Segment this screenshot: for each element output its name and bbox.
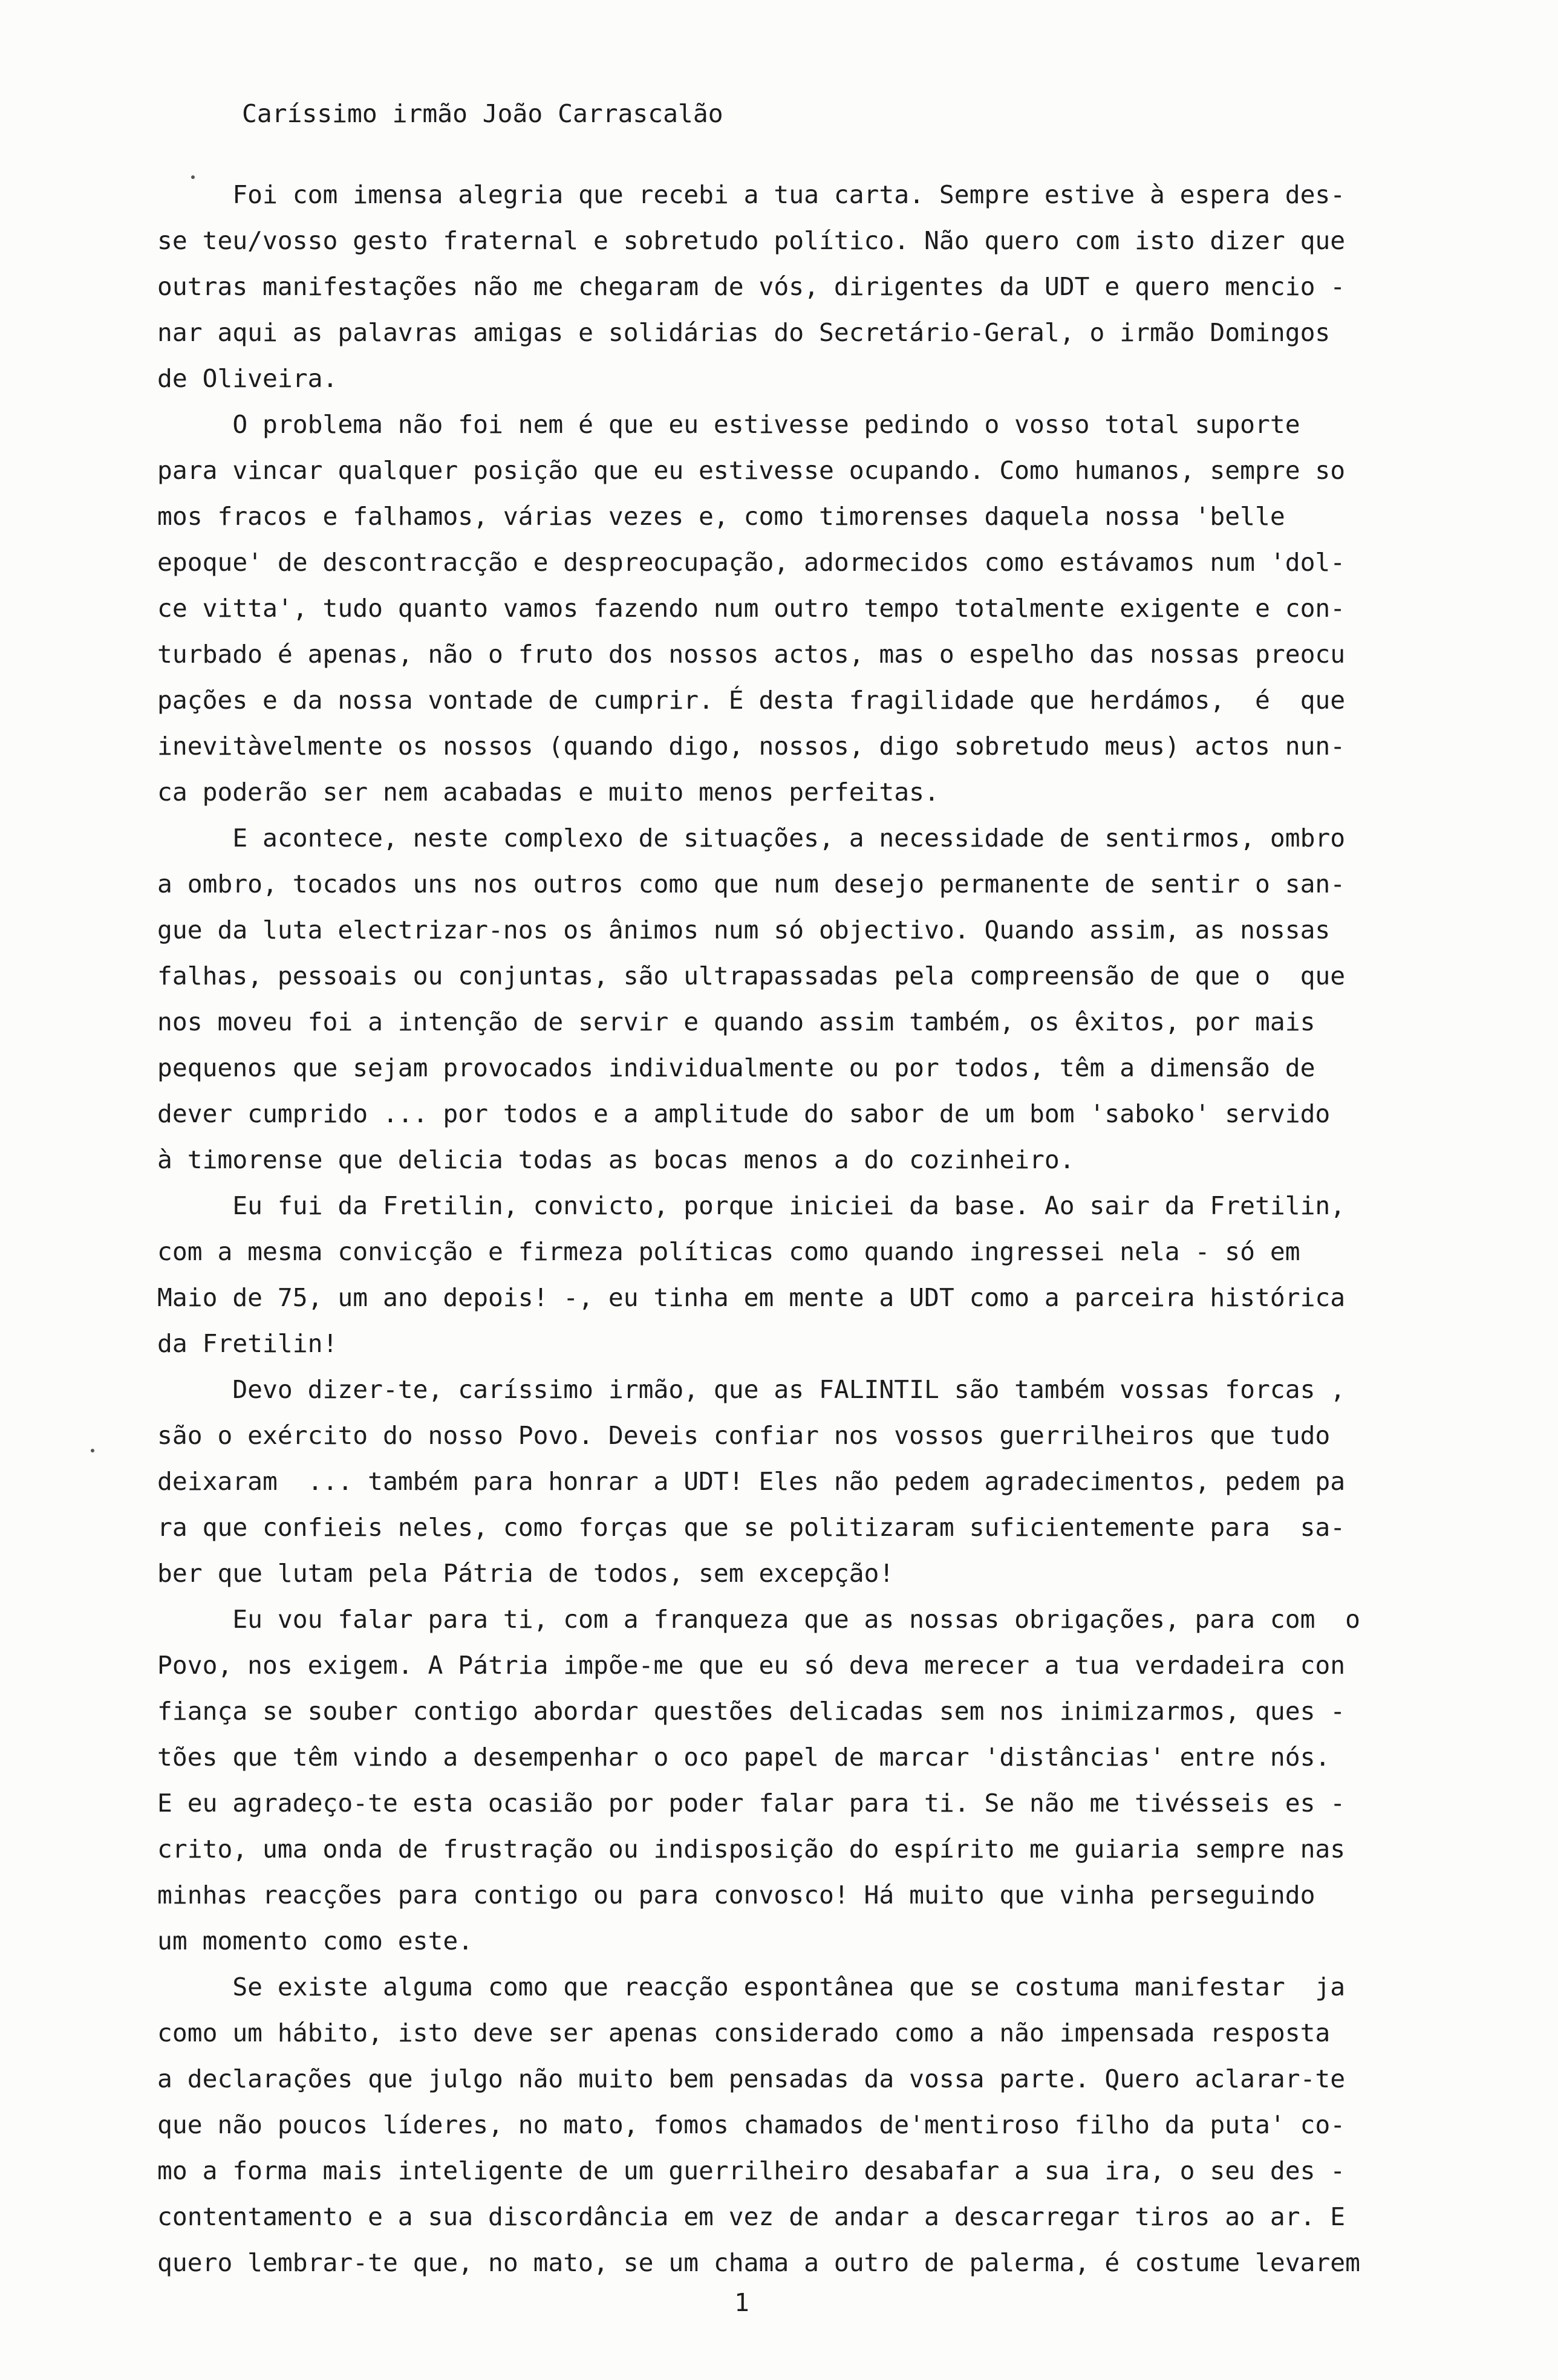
letter-line: ra que confieis neles, como forças que se politizaram suficientemente para sa- bbox=[157, 1513, 1346, 1542]
letter-line: quero lembrar-te que, no mato, se um chama a outro de palerma, é costume levarem bbox=[157, 2248, 1361, 2277]
letter-line: que não poucos líderes, no mato, fomos chamados de'mentiroso filho da puta' co- bbox=[157, 2110, 1346, 2139]
letter-line: E eu agradeço-te esta ocasião por poder falar para ti. Se não me tivésseis es - bbox=[157, 1789, 1346, 1818]
letter-line: se teu/vosso gesto fraternal e sobretudo político. Não quero com isto dizer que bbox=[157, 226, 1346, 255]
letter-line: minhas reacções para contigo ou para convosco! Há muito que vinha perseguindo bbox=[157, 1881, 1315, 1910]
letter-line: fiança se souber contigo abordar questões delicadas sem nos inimizarmos, ques - bbox=[157, 1697, 1346, 1726]
letter-line: mo a forma mais inteligente de um guerrilheiro desabafar a sua ira, o seu des - bbox=[157, 2156, 1346, 2185]
letter-line: Eu vou falar para ti, com a franqueza que as nossas obrigações, para com o bbox=[157, 1605, 1361, 1634]
letter-line: um momento como este. bbox=[157, 1926, 474, 1956]
letter-line: de Oliveira. bbox=[157, 364, 338, 393]
letter-line: falhas, pessoais ou conjuntas, são ultrapassadas pela compreensão de que o que bbox=[157, 961, 1346, 990]
letter-line: epoque' de descontracção e despreocupação, adormecidos como estávamos num 'dol- bbox=[157, 548, 1346, 577]
letter-line: com a mesma convicção e firmeza políticas como quando ingressei nela - só em bbox=[157, 1237, 1300, 1266]
letter-line: nos moveu foi a intenção de servir e quando assim também, os êxitos, por mais bbox=[157, 1007, 1315, 1036]
scan-speck bbox=[191, 175, 195, 179]
letter-line: gue da luta electrizar-nos os ânimos num só objectivo. Quando assim, as nossas bbox=[157, 915, 1331, 945]
letter-line: Devo dizer-te, caríssimo irmão, que as FALINTIL são também vossas forcas , bbox=[157, 1375, 1346, 1404]
letter-salutation: Caríssimo irmão João Carrascalão bbox=[242, 99, 723, 128]
letter-line: da Fretilin! bbox=[157, 1329, 338, 1358]
letter-line: Eu fui da Fretilin, convicto, porque iniciei da base. Ao sair da Fretilin, bbox=[157, 1191, 1346, 1220]
letter-line: Povo, nos exigem. A Pátria impõe-me que eu só deva merecer a tua verdadeira con bbox=[157, 1651, 1346, 1680]
letter-line: outras manifestações não me chegaram de vós, dirigentes da UDT e quero mencio - bbox=[157, 272, 1346, 301]
letter-line: dever cumprido ... por todos e a amplitude do sabor de um bom 'saboko' servido bbox=[157, 1099, 1331, 1128]
letter-line: ce vitta', tudo quanto vamos fazendo num outro tempo totalmente exigente e con- bbox=[157, 594, 1346, 623]
letter-line: a ombro, tocados uns nos outros como que num desejo permanente de sentir o san- bbox=[157, 870, 1346, 899]
letter-line: Se existe alguma como que reacção espontânea que se costuma manifestar ja bbox=[157, 1972, 1346, 2001]
letter-line: Maio de 75, um ano depois! -, eu tinha em mente a UDT como a parceira histórica bbox=[157, 1283, 1346, 1312]
letter-line: tões que têm vindo a desempenhar o oco papel de marcar 'distâncias' entre nós. bbox=[157, 1743, 1331, 1772]
letter-line: à timorense que delicia todas as bocas menos a do cozinheiro. bbox=[157, 1145, 1075, 1174]
letter-line: para vincar qualquer posição que eu estivesse ocupando. Como humanos, sempre so bbox=[157, 456, 1346, 485]
letter-line: pequenos que sejam provocados individualmente ou por todos, têm a dimensão de bbox=[157, 1053, 1315, 1082]
letter-line: mos fracos e falhamos, várias vezes e, como timorenses daquela nossa 'belle bbox=[157, 502, 1285, 531]
letter-line: pações e da nossa vontade de cumprir. É desta fragilidade que herdámos, é que bbox=[157, 686, 1346, 715]
letter-line: deixaram ... também para honrar a UDT! Eles não pedem agradecimentos, pedem pa bbox=[157, 1467, 1346, 1496]
page-number: 1 bbox=[734, 2288, 749, 2317]
letter-line: turbado é apenas, não o fruto dos nossos actos, mas o espelho das nossas preocu bbox=[157, 640, 1346, 669]
letter-line: O problema não foi nem é que eu estivesse pedindo o vosso total suporte bbox=[157, 410, 1300, 439]
letter-line: ber que lutam pela Pátria de todos, sem excepção! bbox=[157, 1559, 895, 1588]
letter-line: a declarações que julgo não muito bem pensadas da vossa parte. Quero aclarar-te bbox=[157, 2064, 1346, 2093]
letter-body bbox=[157, 172, 1360, 2286]
scan-speck bbox=[91, 1449, 94, 1452]
letter-line: inevitàvelmente os nossos (quando digo, nossos, digo sobretudo meus) actos nun- bbox=[157, 732, 1346, 761]
letter-line: E acontece, neste complexo de situações, a necessidade de sentirmos, ombro bbox=[157, 824, 1346, 853]
letter-line: contentamento e a sua discordância em vez de andar a descarregar tiros ao ar. E bbox=[157, 2202, 1346, 2231]
letter-line: ca poderão ser nem acabadas e muito menos perfeitas. bbox=[157, 778, 939, 807]
letter-line: crito, uma onda de frustração ou indisposição do espírito me guiaria sempre nas bbox=[157, 1835, 1346, 1864]
letter-line: Foi com imensa alegria que recebi a tua carta. Sempre estive à espera des- bbox=[157, 180, 1346, 209]
letter-line: como um hábito, isto deve ser apenas considerado como a não impensada resposta bbox=[157, 2018, 1331, 2047]
letter-line: são o exército do nosso Povo. Deveis confiar nos vossos guerrilheiros que tudo bbox=[157, 1421, 1331, 1450]
letter-line: nar aqui as palavras amigas e solidárias do Secretário-Geral, o irmão Domingos bbox=[157, 318, 1331, 347]
